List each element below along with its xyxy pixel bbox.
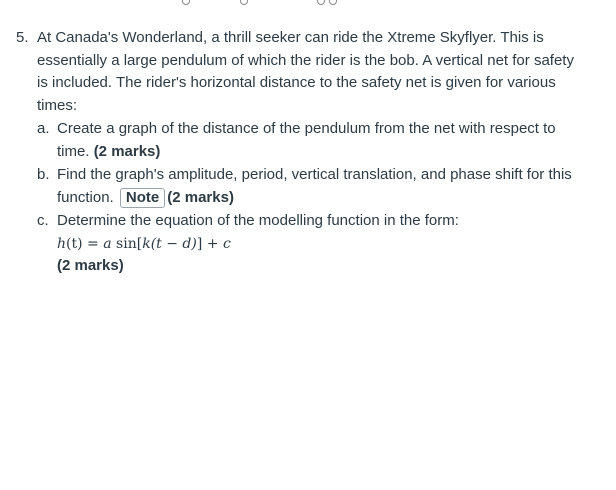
- sub-question-a: [37, 118, 586, 163]
- question-stem-row: [16, 27, 586, 117]
- sub-question-body: [57, 210, 586, 278]
- marks-label: (2 marks): [93, 142, 161, 160]
- equation-a: a: [103, 235, 112, 252]
- sub-question-text: Find the graph's amplitude, period, vertical translation, and phase shift for this function.: [57, 166, 572, 206]
- equation-plus: +: [202, 235, 223, 252]
- equation-t: (t): [66, 235, 83, 252]
- sub-question-text: Create a graph of the distance of the pendulum from the net with respect to time.: [57, 120, 556, 160]
- equation-open-bracket: [: [136, 235, 143, 252]
- cropped-content-above: [0, 0, 616, 6]
- sub-question-text: Determine the equation of the modelling function in the form:: [57, 212, 459, 229]
- sub-question-letter: b.: [37, 166, 50, 183]
- marks-label: (2 marks): [57, 257, 124, 274]
- sub-question-b: [37, 164, 586, 209]
- question-5: [16, 27, 586, 278]
- note-button[interactable]: Note: [120, 188, 165, 208]
- equation-inner: (t − d): [150, 235, 197, 252]
- equation-h: h: [57, 235, 67, 252]
- sub-question-letter: c.: [37, 212, 49, 229]
- model-equation: [57, 233, 586, 256]
- cropped-glyph: [329, 0, 337, 5]
- equation-sin: sin: [111, 235, 137, 252]
- equation-equals: =: [82, 235, 104, 252]
- sub-question-letter: a.: [37, 120, 50, 137]
- sub-question-body: [57, 164, 586, 209]
- equation-close-bracket: ]: [196, 235, 203, 252]
- marks-label: (2 marks): [167, 188, 234, 206]
- cropped-glyph: [240, 0, 248, 5]
- sub-question-body: [57, 118, 586, 163]
- question-number: 5.: [16, 29, 29, 46]
- equation-k: k: [142, 235, 151, 252]
- sub-question-list: [37, 118, 586, 278]
- equation-c: c: [222, 235, 231, 252]
- question-stem: At Canada's Wonderland, a thrill seeker can ride the Xtreme Skyflyer. This is essentially a large pendulum of which the rider is the bob. A vertical net for safety is included. The rider's horizontal distance to the safety net is given for various times:: [37, 29, 574, 114]
- cropped-glyph: [182, 0, 190, 5]
- sub-question-c: [37, 210, 586, 278]
- cropped-glyph: [317, 0, 325, 5]
